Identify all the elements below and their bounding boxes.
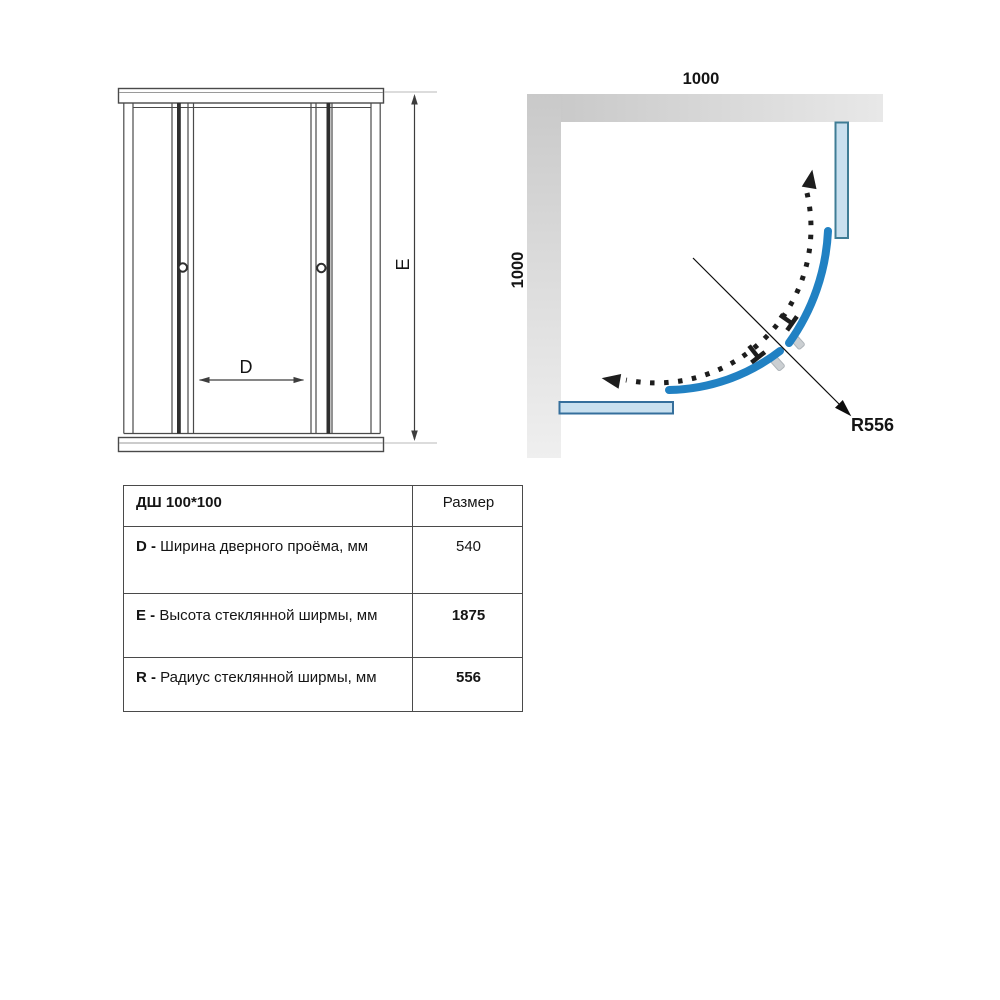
table-header-row xyxy=(124,486,523,527)
wall-left xyxy=(527,94,561,458)
glass-panel-edges xyxy=(124,103,380,434)
top-view xyxy=(509,70,894,458)
param-key: E - xyxy=(136,607,156,624)
top-width-dim: 1000 xyxy=(682,70,720,88)
curved-door-upper xyxy=(789,231,828,343)
slide-arrow-left-icon xyxy=(600,371,621,389)
slide-arrow-up-icon xyxy=(802,168,820,189)
model-cell xyxy=(124,486,413,527)
table-row xyxy=(124,594,523,658)
right-door-stile xyxy=(327,103,331,434)
radius-label: R556 xyxy=(851,415,895,435)
arrow-right-icon xyxy=(294,377,305,383)
radius-dimension xyxy=(693,258,894,435)
fixed-panel-bottom xyxy=(560,402,674,414)
table-row xyxy=(124,527,523,594)
door-width-label: D xyxy=(239,357,253,377)
model-label: ДШ 100*100 xyxy=(136,494,222,511)
param-key: D - xyxy=(136,538,156,555)
wall-top xyxy=(527,94,883,122)
value-cell xyxy=(413,594,523,658)
dimension-door-width xyxy=(199,357,304,383)
value-cell xyxy=(413,658,523,712)
curved-door-lower xyxy=(669,351,780,390)
spec-table xyxy=(123,485,523,712)
arrow-left-icon xyxy=(199,377,210,383)
arrow-up-icon xyxy=(411,94,418,105)
dimension-height xyxy=(384,92,437,443)
front-view xyxy=(119,89,438,452)
param-value: 556 xyxy=(455,669,482,686)
param-cell xyxy=(124,658,413,712)
fixed-panel-right xyxy=(836,123,849,239)
left-door-knob-icon xyxy=(179,263,187,271)
size-header-label: Размер xyxy=(442,494,495,511)
param-label: Высота стеклянной ширмы, мм xyxy=(155,607,378,624)
value-cell xyxy=(413,527,523,594)
arrow-down-icon xyxy=(411,431,418,442)
right-door-knob-icon xyxy=(317,264,325,272)
bottom-rail xyxy=(119,438,384,452)
left-depth-dim: 1000 xyxy=(509,251,527,289)
param-cell xyxy=(124,594,413,658)
param-key: R - xyxy=(136,669,156,686)
param-value: 1875 xyxy=(451,607,486,624)
param-cell xyxy=(124,527,413,594)
height-label: E xyxy=(393,258,413,271)
table-row xyxy=(124,658,523,712)
param-label: Ширина дверного проёма, мм xyxy=(156,538,369,555)
size-header-cell xyxy=(413,486,523,527)
param-value: 540 xyxy=(455,538,482,555)
top-rail xyxy=(119,89,384,104)
param-label: Радиус стеклянной ширмы, мм xyxy=(156,669,377,686)
door-slide-path xyxy=(600,168,819,388)
